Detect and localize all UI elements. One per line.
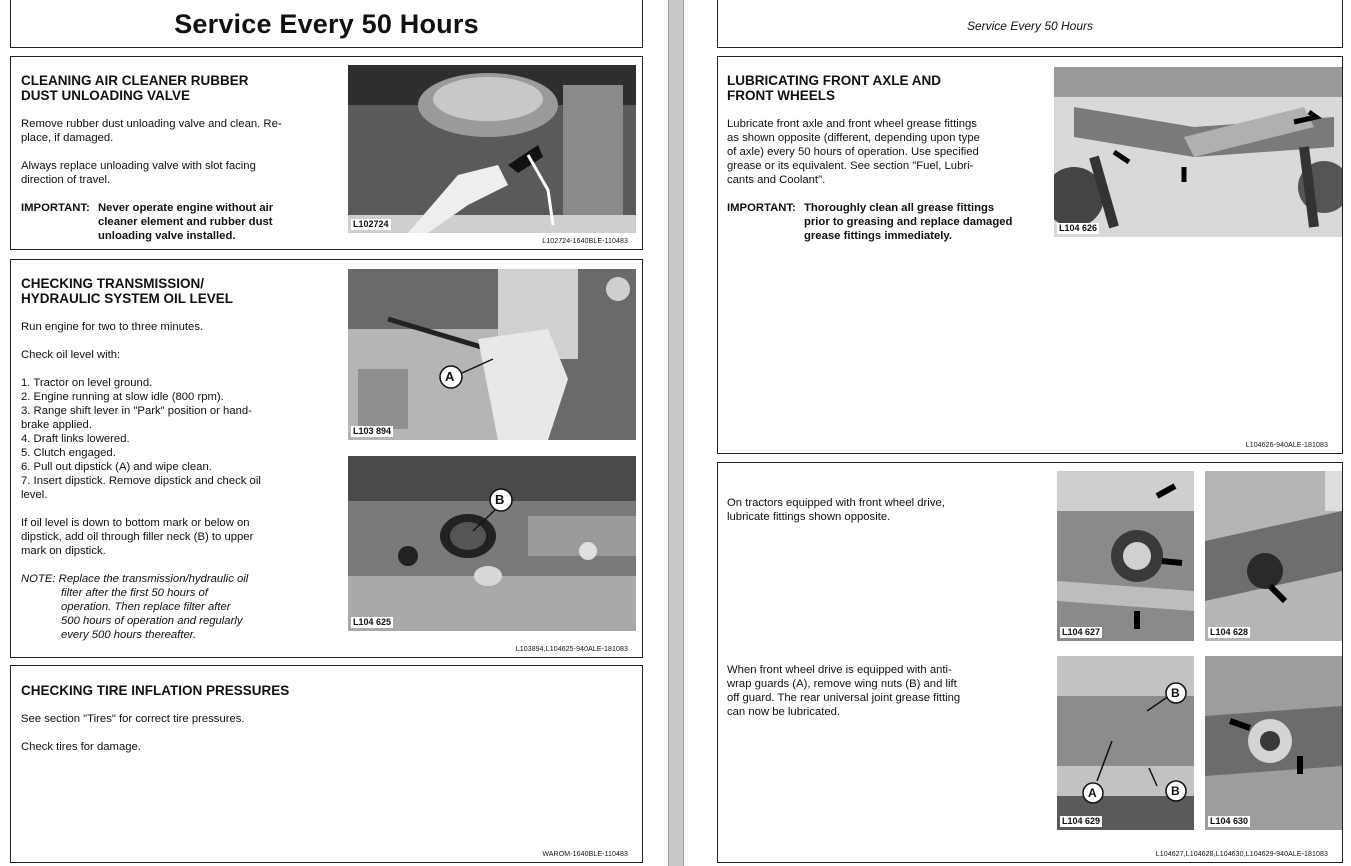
important-note [21,201,341,215]
photo-label: L104 630 [1210,816,1249,826]
body-text: grease or its equivalent. See section "Fuel, Lubri- [727,160,974,172]
list-item: 7. Insert dipstick. Remove dipstick and check oil [21,475,261,487]
callout-marker [348,269,636,440]
reference-code: L104626-940ALE-181083 [1245,442,1328,449]
photo-fwd-fittings [1057,471,1194,641]
body-text: Lubricate front axle and front wheel grease fittings [727,118,977,130]
callout-b: B [495,492,505,507]
body-text: If oil level is down to bottom mark or below on [21,517,250,529]
photo-air-cleaner-drawing [348,65,636,233]
important-label: IMPORTANT: [727,202,796,214]
photo-front-axle-drawing [1054,67,1342,237]
page-title: Service Every 50 Hours [174,9,479,39]
right-title-box [717,0,1343,48]
photo-label: L104 626 [1059,223,1098,233]
body-text: wrap guards (A), remove wing nuts (B) and lift [727,678,957,690]
photo-label: L104 628 [1210,627,1249,637]
important-text: Thoroughly clean all grease fittings [804,202,995,214]
photo-front-axle [1054,67,1342,237]
note-text: operation. Then replace filter after [61,601,231,613]
photo-label: L103 894 [353,426,392,436]
list-item: 2. Engine running at slow idle (800 rpm). [21,391,224,403]
callout-a: A [1088,786,1097,800]
reference-code: L104627,L104628,L104630,L104629-940ALE-181083 [1155,851,1328,858]
left-title-box [10,0,643,48]
running-header: Service Every 50 Hours [966,19,1094,33]
body-text: cants and Coolant". [727,174,826,186]
section-air-cleaner [10,56,643,250]
section-heading: CLEANING AIR CLEANER RUBBER [21,73,249,88]
body-text: Check oil level with: [21,349,121,361]
reference-code: WAROM-1640BLE-110483 [542,851,628,858]
body-text: Remove rubber dust unloading valve and clean. Re- [21,118,282,130]
reference-code: L102724-1640BLE-110483 [542,238,628,245]
note-text: filter after the first 50 hours of [61,587,208,599]
left-page [0,0,668,866]
body-text: Run engine for two to three minutes. [21,321,204,333]
important-note [727,201,1047,215]
list-item: level. [21,489,48,501]
important-text: unloading valve installed. [98,230,236,242]
body-text: lubricate fittings shown opposite. [727,511,891,523]
important-text: cleaner element and rubber dust [98,216,273,228]
section-front-axle [717,56,1343,454]
photo-label: L104 625 [353,617,392,627]
section-heading: CHECKING TIRE INFLATION PRESSURES [21,683,290,698]
photo-fwd-fittings-drawing [1057,471,1194,641]
photo-label: L104 627 [1062,627,1101,637]
photo-universal-joint-drawing [1205,656,1342,830]
list-item: 4. Draft links lowered. [21,433,130,445]
callout-a: A [445,369,455,384]
callout-marker [348,456,636,631]
list-item: brake applied. [21,419,92,431]
important-text: prior to greasing and replace damaged [804,216,1013,228]
body-text: can now be lubricated. [727,706,841,718]
section-heading: CHECKING TRANSMISSION/ [21,276,205,291]
photo-air-cleaner [348,65,636,233]
list-item: 1. Tractor on level ground. [21,377,153,389]
right-page [684,0,1351,866]
photo-universal-joint [1205,656,1342,830]
list-item: 3. Range shift lever in "Park" position or hand- [21,405,252,417]
body-text: dipstick, add oil through filler neck (B) to upper [21,531,254,543]
book-gutter [668,0,684,866]
body-text: When front wheel drive is equipped with anti- [727,664,952,676]
callout-b: B [1171,686,1180,700]
photo-dipstick [348,269,636,440]
body-text: as shown opposite (different, depending upon type [727,132,980,144]
note-text: NOTE: Replace the transmission/hydraulic oil [21,573,249,585]
photo-fwd-shaft [1205,471,1342,641]
section-transmission-oil [10,259,643,658]
list-item: 5. Clutch engaged. [21,447,116,459]
section-heading: FRONT WHEELS [727,88,835,103]
body-text: direction of travel. [21,174,111,186]
body-text: See section "Tires" for correct tire pressures. [21,713,245,725]
section-front-wheel-drive [717,462,1343,863]
photo-label: L102724 [353,219,389,229]
photo-anti-wrap-guard-drawing [1057,656,1194,830]
section-heading: HYDRAULIC SYSTEM OIL LEVEL [21,291,234,306]
body-text: of axle) every 50 hours of operation. Use specified [727,146,979,158]
photo-anti-wrap-guard [1057,656,1194,830]
body-text: On tractors equipped with front wheel drive, [727,497,945,509]
reference-code: L103894,L104625-940ALE-181083 [515,646,628,653]
body-text: off guard. The rear universal joint grease fitting [727,692,961,704]
photo-filler-neck [348,456,636,631]
important-label: IMPORTANT: [21,202,90,214]
section-heading: LUBRICATING FRONT AXLE AND [727,73,941,88]
important-text: Never operate engine without air [98,202,274,214]
list-item: 6. Pull out dipstick (A) and wipe clean. [21,461,212,473]
note-text: 500 hours of operation and regularly [61,615,243,627]
photo-label: L104 629 [1062,816,1101,826]
important-text: grease fittings immediately. [804,230,952,242]
section-heading: DUST UNLOADING VALVE [21,88,191,103]
body-text: place, if damaged. [21,132,114,144]
photo-fwd-shaft-drawing [1205,471,1342,641]
callout-b: B [1171,784,1180,798]
body-text: Check tires for damage. [21,741,141,753]
body-text: mark on dipstick. [21,545,106,557]
body-text: Always replace unloading valve with slot facing [21,160,256,172]
section-tire-pressure [10,665,643,863]
note-text: every 500 hours thereafter. [61,629,197,641]
